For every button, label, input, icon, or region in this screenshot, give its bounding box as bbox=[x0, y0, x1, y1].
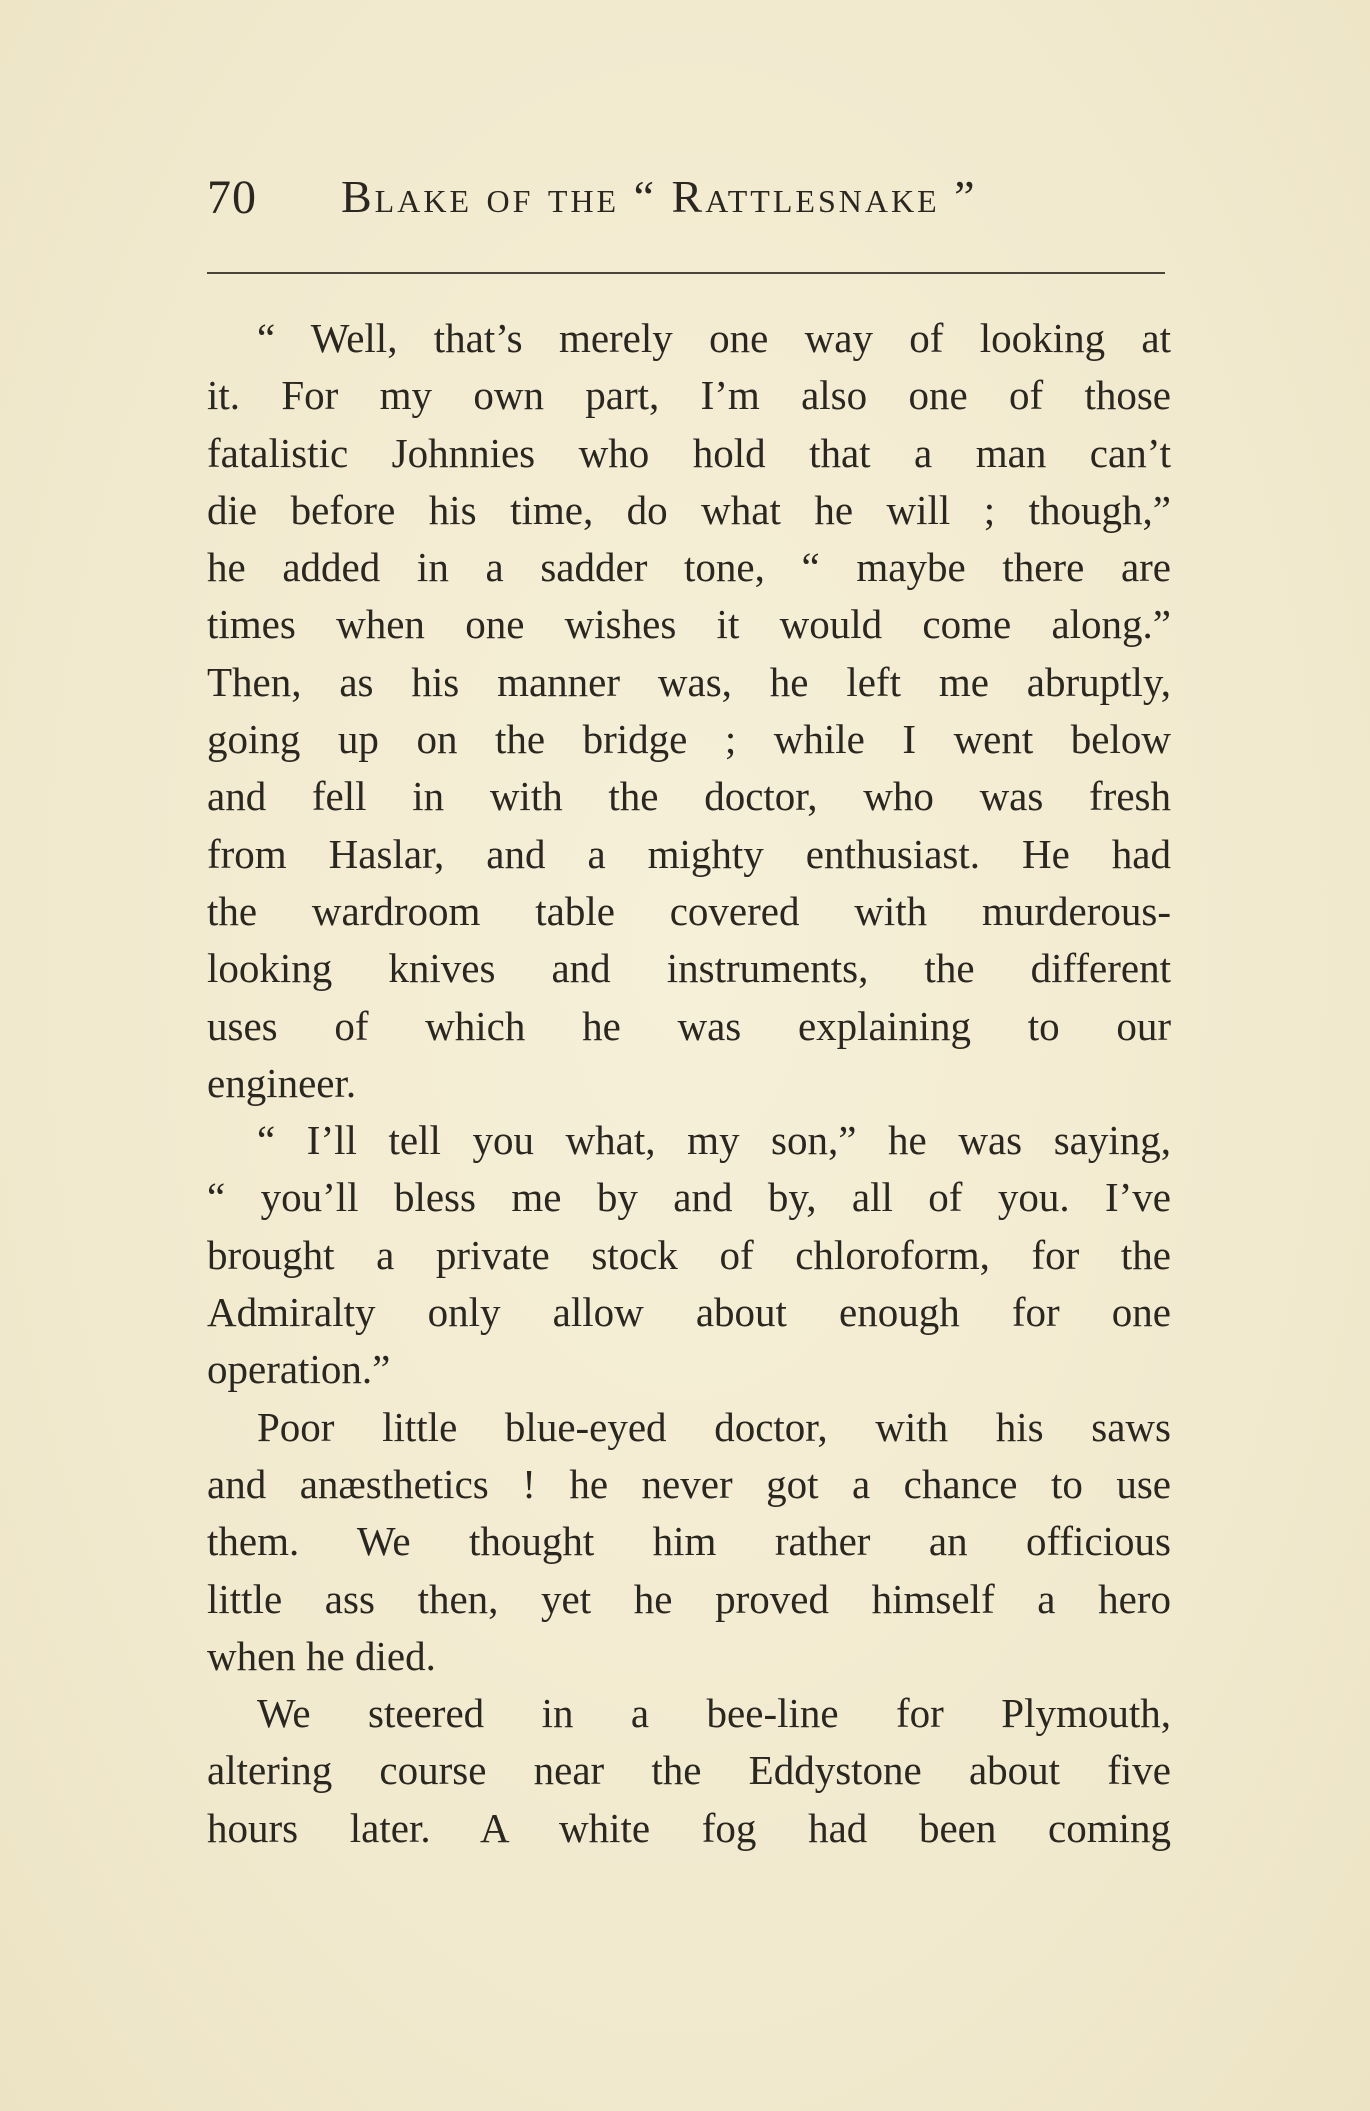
text-line: them. We thought him rather an officious bbox=[207, 1518, 1171, 1565]
text-line: engineer. bbox=[207, 1059, 357, 1106]
text-line: from Haslar, and a mighty enthusiast. He had bbox=[207, 830, 1171, 877]
text-line: “ Well, that’s merely one way of looking at bbox=[257, 315, 1171, 361]
running-head: Blake of the “ Rattlesnake ” bbox=[341, 171, 978, 222]
text-line: We steered in a bee-line for Plymouth, bbox=[257, 1690, 1171, 1737]
text-line: “ I’ll tell you what, my son,” he was saying, bbox=[257, 1117, 1171, 1164]
page-number: 70 bbox=[207, 171, 257, 224]
text-line: looking knives and instruments, the different bbox=[207, 945, 1171, 992]
text-line: brought a private stock of chloroform, for the bbox=[207, 1231, 1171, 1278]
text-line: operation.” bbox=[207, 1346, 391, 1393]
text-line: going up on the bridge ; while I went below bbox=[207, 716, 1171, 763]
text-line: little ass then, yet he proved himself a hero bbox=[207, 1575, 1171, 1622]
text-line: fatalistic Johnnies who hold that a man can’t bbox=[207, 429, 1171, 476]
text-line: hours later. A white fog had been coming bbox=[207, 1804, 1171, 1851]
text-line: Poor little blue-eyed doctor, with his saws bbox=[257, 1403, 1171, 1450]
text-line: times when one wishes it would come along.” bbox=[207, 601, 1171, 648]
text-line: uses of which he was explaining to our bbox=[207, 1002, 1171, 1049]
text-line: and fell in with the doctor, who was fresh bbox=[207, 773, 1171, 820]
header-rule bbox=[207, 272, 1165, 274]
text-line: when he died. bbox=[207, 1632, 436, 1679]
text-line: die before his time, do what he will ; though,” bbox=[207, 486, 1171, 533]
body-text bbox=[207, 310, 1171, 1857]
text-line: and anæsthetics ! he never got a chance to use bbox=[207, 1460, 1171, 1507]
page-header bbox=[207, 170, 1167, 240]
text-line: “ you’ll bless me by and by, all of you. I’ve bbox=[207, 1174, 1171, 1221]
text-line: it. For my own part, I’m also one of those bbox=[207, 372, 1171, 419]
text-line: he added in a sadder tone, “ maybe there are bbox=[207, 544, 1171, 591]
text-line: the wardroom table covered with murderous- bbox=[207, 887, 1171, 934]
text-line: Then, as his manner was, he left me abruptly, bbox=[207, 658, 1171, 705]
text-line: altering course near the Eddystone about five bbox=[207, 1747, 1171, 1794]
text-line: Admiralty only allow about enough for one bbox=[207, 1289, 1171, 1336]
